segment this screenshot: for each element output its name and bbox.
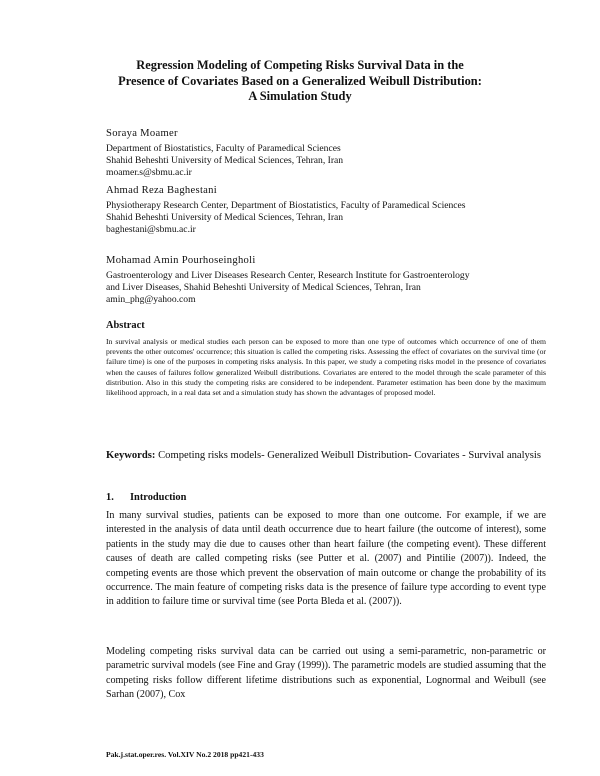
- page-footer: Pak.j.stat.oper.res. Vol.XIV No.2 2018 pp421-433: [106, 750, 264, 759]
- author-affiliation: Shahid Beheshti University of Medical Sciences, Tehran, Iran: [106, 155, 344, 167]
- title-line: Regression Modeling of Competing Risks Survival Data in the: [136, 58, 464, 72]
- author-affiliation: Physiotherapy Research Center, Department of Biostatistics, Faculty of Paramedical Sciences: [106, 200, 466, 211]
- keywords-label: Keywords:: [106, 450, 156, 461]
- abstract-text: In survival analysis or medical studies each person can be exposed to more than one type of outcomes which occurrence of one of them prevents the other outcomes' occurrence; this situation is called the competing risks. Assessing the effect of covariates on the survival time (or failure time) is one of the purposes in competing risks analysis. In this paper, we study a competing risks model in the presence of covariates when the causes of failures follow generalized Weibull distributions. Covariates are entered to the model through the scale parameter of this distribution. Also in this study the competing risks are considered to be independent. Parameter estimation has been done by the maximum likelihood approach, in a real data set and a simulation study has shown the advantages of proposed model.: [106, 337, 546, 398]
- author-email[interactable]: amin_phg@yahoo.com: [106, 294, 196, 306]
- author-email[interactable]: baghestani@sbmu.ac.ir: [106, 224, 196, 236]
- body-paragraph: In many survival studies, patients can be exposed to more than one outcome. For example, if we are interested in the analysis of data until death occurrence due to heart failure (the outcome of interest), some patients in the study may die due to causes other than heart failure (the competing event). These different causes of death are called competing risks (see Putter et al. (2007) and Pintilie (2007)). Indeed, the competing events are those which prevent the observation of main outcome or change the probability of its occurrence. The main feature of competing risks data is the presence of failure type according to event type in addition to failure time or survival time (see Porta Bleda et al. (2007)).: [106, 510, 546, 608]
- title-line: Presence of Covariates Based on a Generalized Weibull Distribution:: [118, 73, 482, 88]
- author-email[interactable]: moamer.s@sbmu.ac.ir: [106, 167, 192, 179]
- keywords: [106, 449, 546, 463]
- section-title: Introduction: [130, 492, 187, 503]
- keywords-text: Competing risks models- Generalized Weibull Distribution- Covariates - Survival analysis: [158, 450, 541, 461]
- author-affiliation: Gastroenterology and Liver Diseases Research Center, Research Institute for Gastroenterology: [106, 270, 470, 281]
- author-name: Ahmad Reza Baghestani: [106, 185, 218, 196]
- author-name: Soraya Moamer: [106, 128, 178, 139]
- author-block-3: [106, 254, 546, 307]
- section-number: 1.: [106, 492, 114, 503]
- body-paragraph: Modeling competing risks survival data can be carried out using a semi-parametric, non-parametric or parametric survival models (see Fine and Gray (1999)). The parametric models are studied assuming that the competing risks follow different lifetime distributions such as exponential, Lognormal and Weibull (see Sarhan (2007), Cox: [106, 646, 546, 701]
- author-affiliation: Department of Biostatistics, Faculty of Paramedical Sciences: [106, 143, 341, 154]
- author-affiliation: and Liver Diseases, Shahid Beheshti University of Medical Sciences, Tehran, Iran: [106, 282, 421, 294]
- abstract-heading: Abstract: [106, 320, 145, 331]
- author-name: Mohamad Amin Pourhoseingholi: [106, 255, 256, 266]
- author-block-1: [106, 127, 546, 180]
- author-affiliation: Shahid Beheshti University of Medical Sciences, Tehran, Iran: [106, 212, 344, 224]
- section-heading: [106, 492, 186, 503]
- author-block-2: [106, 184, 546, 237]
- paper-title: [100, 58, 500, 105]
- title-line: A Simulation Study: [248, 89, 352, 103]
